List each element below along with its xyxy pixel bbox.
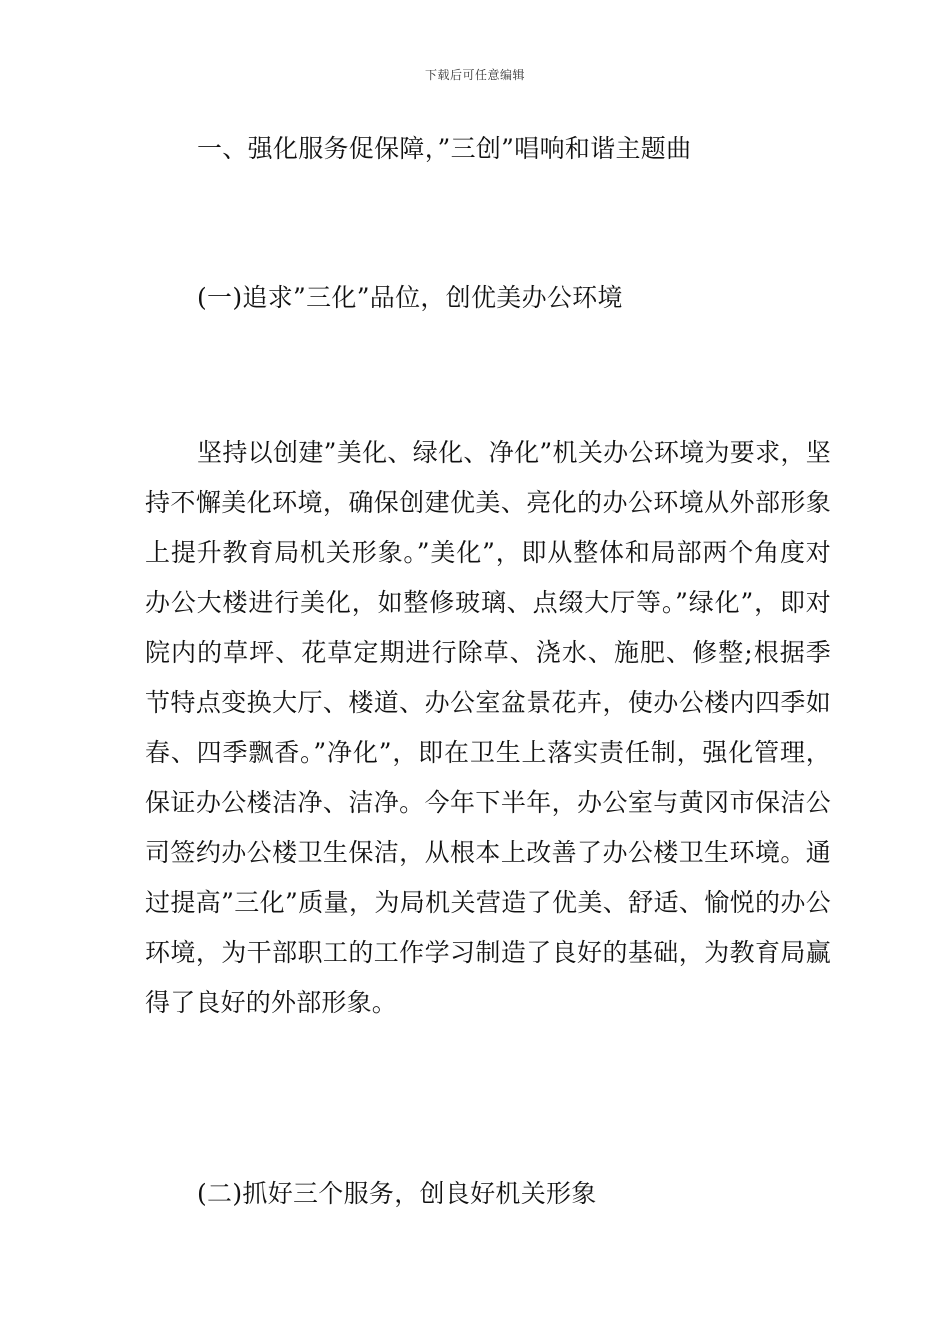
subsection-heading-two: (二)抓好三个服务，创良好机关形象 <box>197 1179 597 1208</box>
subsection-heading-one: (一)追求”三化”品位，创优美办公环境 <box>197 283 623 312</box>
header-note: 下载后可任意编辑 <box>424 68 525 82</box>
section-heading-one: 一、强化服务促保障，”三创”唱响和谐主题曲 <box>197 134 692 163</box>
body-paragraph: 坚持以创建”美化、绿化、净化”机关办公环境为要求，坚持不懈美化环境，确保创建优美、亮化的办公环境从外部形象上提升教育局机关形象。”美化”，即从整体和局部两个角度对办公大楼进行美化，如整修玻璃、点缀大厅等。”绿化”，即对院内的草坪、花草定期进行除草、浇水、施肥、修整;根据季节特点变换大厅、楼道、办公室盆景花卉，使办公楼内四季如春、四季飘香。”净化”，即在卫生上落实责任制，强化管理，保证办公楼洁净、洁净。今年下半年，办公室与黄冈市保洁公司签约办公楼卫生保洁，从根本上改善了办公楼卫生环境。通过提高”三化”质量，为局机关营造了优美、舒适、愉悦的办公环境，为干部职工的工作学习制造了良好的基础，为教育局赢得了良好的外部形象。 <box>145 438 831 1017</box>
